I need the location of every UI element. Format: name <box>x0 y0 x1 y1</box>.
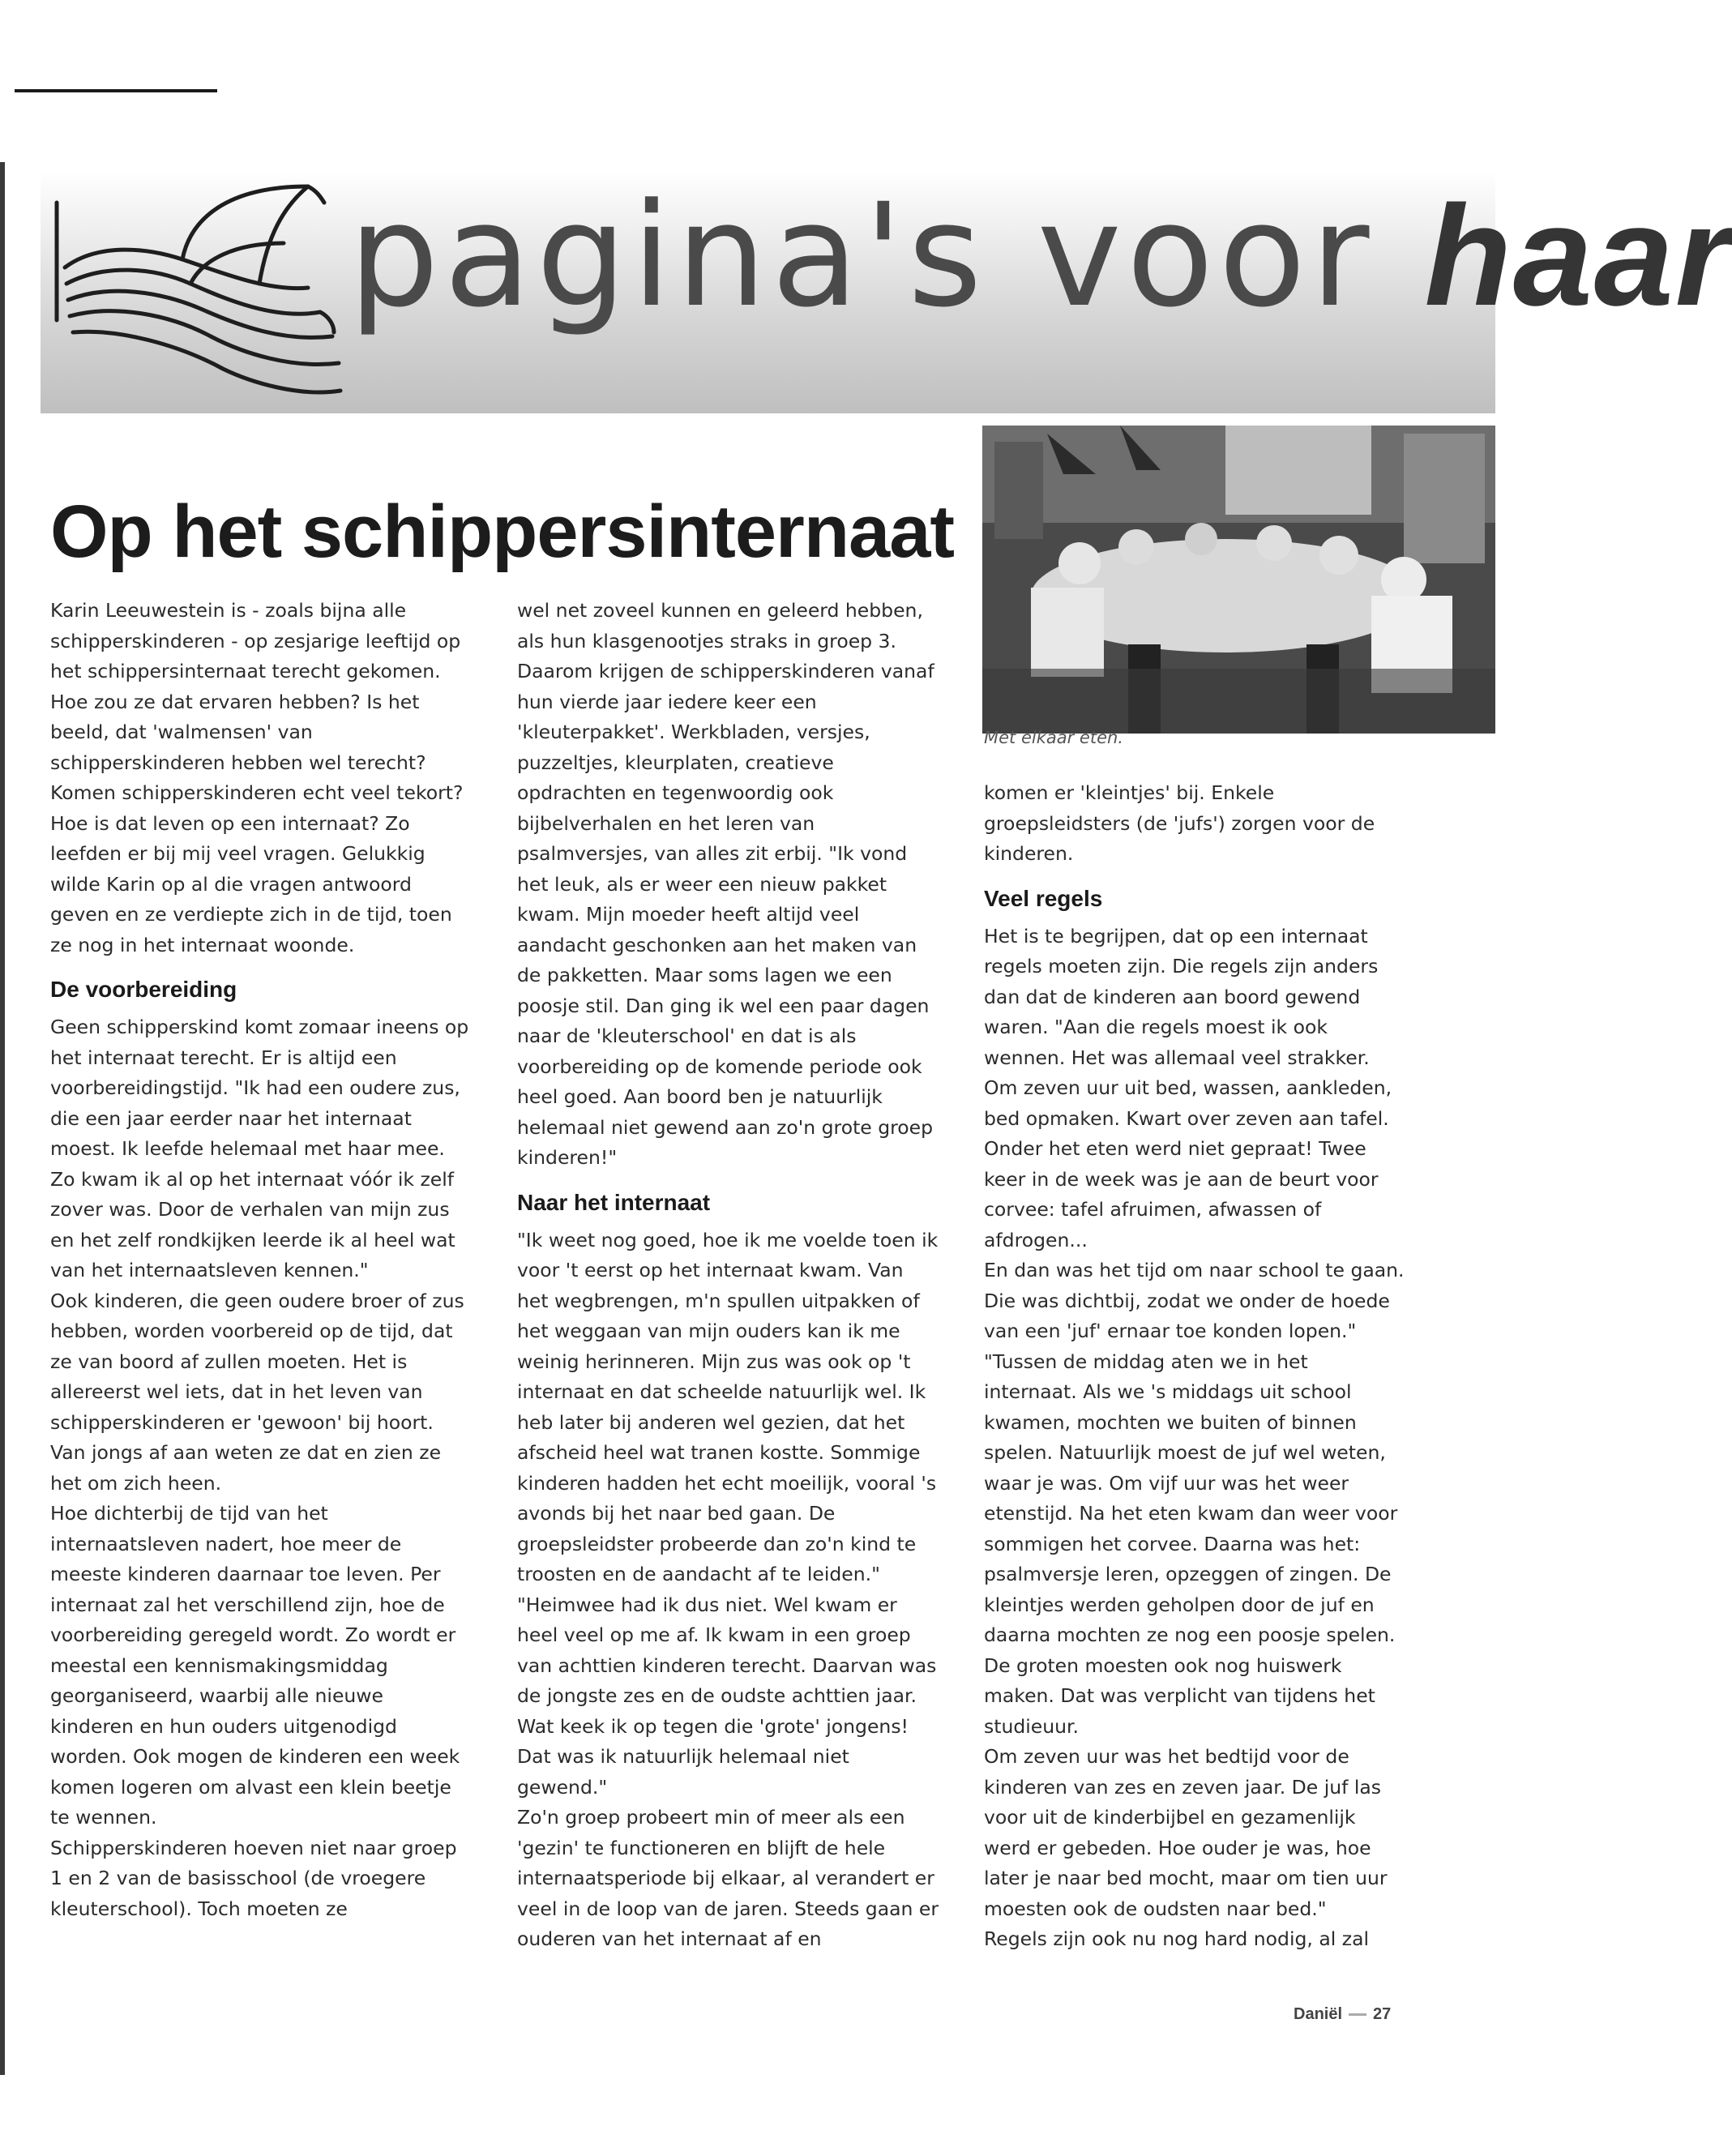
paragraph: Schipperskinderen hoeven niet naar groep 1 en 2 van de basisschool (de vroegere kleuterschool). Toch moeten ze <box>50 1836 457 1920</box>
paragraph: Om zeven uur was het bedtijd voor de kinderen van zes en zeven jaar. De juf las voor uit de kinderbijbel en gezamenlijk werd er gebeden. Hoe ouder je was, hoe later je naar bed mocht, maar om tien uur moesten ook de oudsten naar bed." <box>984 1745 1388 1920</box>
paragraph: "Tussen de middag aten we in het internaat. Als we 's middags uit school kwamen, mochten we buiten of binnen spelen. Natuurlijk moest de juf wel weten, waar je was. Om vijf uur was het weer etenstijd. Na het eten kwam dan weer voor sommigen het corvee. Daarna was het: psalmversje leren, opzeggen of zingen. De kleintjes werden geholpen door de juf en daarna mochten ze nog een poosje spelen. De groten moesten ook nog huiswerk maken. Dat was verplicht van tijdens het studieuur. <box>984 1350 1398 1738</box>
paragraph: Karin Leeuwestein is - zoals bijna alle schipperskinderen - op zesjarige leeftijd op het schippersinternaat terecht gekomen. Hoe zou ze dat ervaren hebben? Is het beeld, dat 'walmensen' van schipperskinderen hebben wel terecht? Komen schipperskinderen echt veel tekort? Hoe is dat leven op een internaat? Zo leefden er bij mij veel vragen. Gelukkig wilde Karin op al die vragen antwoord geven en ze verdiepte zich in de tijd, toen ze nog in het internaat woonde. <box>50 599 464 956</box>
footer-separator <box>1349 2013 1366 2016</box>
paragraph: "Ik weet nog goed, hoe ik me voelde toen ik voor 't eerst op het internaat kwam. Van het wegbrengen, m'n spullen uitpakken of het weggaan van mijn ouders kan ik me weinig herinneren. Mijn zus was ook op 't internaat en dat scheelde natuurlijk wel. Ik heb later bij anderen wel gezien, dat het afscheid heel wat tranen kostte. Sommige kinderen hadden het echt moeilijk, vooral 's avonds bij het naar bed gaan. De groepsleidster probeerde dan zo'n kind te troosten en de aandacht af te leiden." <box>517 1228 939 1585</box>
paragraph: wel net zoveel kunnen en geleerd hebben, als hun klasgenootjes straks in groep 3. Daarom krijgen de schipperskinderen vanaf hun vierde jaar iedere keer een 'kleuterpakket'. Werkbladen, versjes, puzzeltjes, kleurplaten, creatieve opdrachten en tegenwoordig ook bijbelverhalen en het leren van psalmversjes, van alles zit erbij. "Ik vond het leuk, als er weer een nieuw pakket kwam. Mijn moeder heeft altijd veel aandacht geschonken aan het maken van de pakketten. Maar soms lagen we een poosje stil. Dan ging ik wel een paar dagen naar de 'kleuterschool' en dat is als voorbereiding op de komende periode ook heel goed. Aan boord ben je natuurlijk helemaal niet gewend aan zo'n grote groep kinderen!" <box>517 599 934 1169</box>
paragraph: Hoe dichterbij de tijd van het internaatsleven nadert, hoe meer de meeste kinderen daarnaar toe leven. Per internaat zal het verschillend zijn, hoe de voorbereiding geregeld wordt. Zo wordt er meestal een kennismakingsmiddag georganiseerd, waarbij alle nieuwe kinderen en hun ouders uitgenodigd worden. Ook mogen de kinderen een week komen logeren om alvast een klein beetje te wennen. <box>50 1502 460 1829</box>
banner-title-bold: haar <box>1424 177 1732 336</box>
photo-caption: Met elkaar eten. <box>984 728 1123 747</box>
section-banner <box>41 170 1732 413</box>
text-column-2 <box>517 596 939 1955</box>
text-column-3 <box>984 778 1405 1955</box>
page-number: 27 <box>1373 2005 1392 2023</box>
open-book-icon <box>41 170 381 413</box>
page-edge <box>0 162 5 2075</box>
paragraph: Zo'n groep probeert min of meer als een 'gezin' te functioneren en blijft de hele internaatsperiode bij elkaar, al verandert er veel in de loop van de jaren. Steeds gaan er ouderen van het internaat af en <box>517 1806 939 1950</box>
banner-title <box>349 173 1732 339</box>
article-headline: Op het schippersinternaat <box>50 490 955 573</box>
section-heading: Naar het internaat <box>517 1189 711 1215</box>
paragraph: En dan was het tijd om naar school te gaan. Die was dichtbij, zodat we onder de hoede van een 'juf' ernaar toe konden lopen." <box>984 1259 1405 1342</box>
section-heading: Veel regels <box>984 885 1103 911</box>
banner-title-light: pagina's voor <box>349 173 1425 339</box>
paragraph: "Heimwee had ik dus niet. Wel kwam er heel veel op me af. Ik kwam in een groep van achttien kinderen terecht. Daarvan was de jongste zes en de oudste achttien jaar. Wat keek ik op tegen die 'grote' jongens! Dat was ik natuurlijk helemaal niet gewend." <box>517 1593 937 1799</box>
page-footer <box>1294 2005 1391 2024</box>
paragraph: komen er 'kleintjes' bij. Enkele groepsleidsters (de 'jufs') zorgen voor de kinderen. <box>984 781 1375 865</box>
paragraph: Het is te begrijpen, dat op een internaat regels moeten zijn. Die regels zijn anders dan dat de kinderen aan boord gewend waren. "Aan die regels moest ik ook wennen. Het was allemaal veel strakker. Om zeven uur uit bed, wassen, aankleden, bed opmaken. Kwart over zeven aan tafel. Onder het eten werd niet gepraat! Twee keer in de week was je aan de beurt voor corvee: tafel afruimen, afwassen of afdrogen... <box>984 924 1392 1251</box>
section-heading: De voorbereiding <box>50 977 237 1002</box>
paragraph: Geen schipperskind komt zomaar ineens op het internaat terecht. Er is altijd een voorbereidingstijd. "Ik had een oudere zus, die een jaar eerder naar het internaat moest. Ik leefde helemaal met haar mee. Zo kwam ik al op het internaat vóór ik zelf zover was. Door de verhalen van mijn zus en het zelf rondkijken leerde ik al heel wat van het internaatsleven kennen." <box>50 1016 469 1281</box>
photo-dining-scene <box>982 426 1495 734</box>
paragraph: Regels zijn ook nu nog hard nodig, al zal <box>984 1927 1370 1950</box>
text-column-1 <box>50 596 472 1924</box>
article-photo <box>982 426 1495 734</box>
paragraph: Ook kinderen, die geen oudere broer of zus hebben, worden voorbereid op de tijd, dat ze van boord af zullen moeten. Het is allereerst wel iets, dat in het leven van schipperskinderen er 'gewoon' bij hoort. Van jongs af aan weten ze dat en zien ze het om zich heen. <box>50 1289 464 1495</box>
magazine-name: Daniël <box>1294 2005 1343 2023</box>
top-rule <box>15 89 217 92</box>
